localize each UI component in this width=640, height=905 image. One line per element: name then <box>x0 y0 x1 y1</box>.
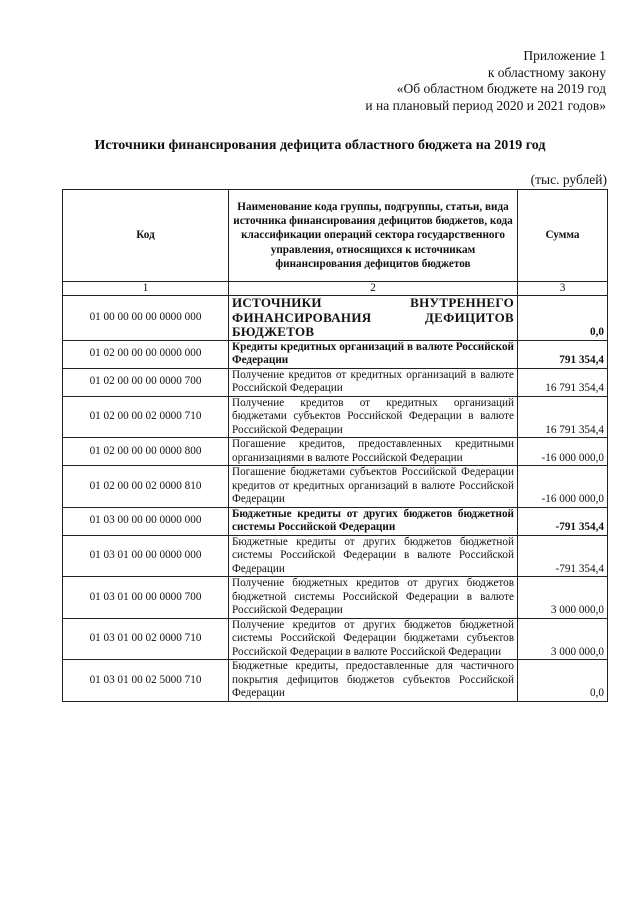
row-sum: 791 354,4 <box>518 340 608 368</box>
row-name <box>229 296 518 341</box>
row-code: 01 03 01 00 00 0000 700 <box>63 577 229 619</box>
table-row <box>63 618 608 660</box>
row-code: 01 03 00 00 00 0000 000 <box>63 507 229 535</box>
column-number-1: 1 <box>63 282 229 296</box>
row-name: Погашение кредитов, предоставленных кредитными организациями в валюте Российской Федерации <box>229 438 518 466</box>
financing-sources-table <box>62 189 608 702</box>
row-name-text: ИСТОЧНИКИ ВНУТРЕННЕГО ФИНАНСИРОВАНИЯ ДЕФИЦИТОВ <box>232 295 514 325</box>
table-row <box>63 660 608 702</box>
row-name: Получение кредитов от кредитных организаций в валюте Российской Федерации <box>229 368 518 396</box>
column-number-row <box>63 282 608 296</box>
row-name: Бюджетные кредиты, предоставленные для частичного покрытия дефицитов бюджетов субъектов Российской Федерации <box>229 660 518 702</box>
row-name: Получение кредитов от кредитных организаций бюджетами субъектов Российской Федерации в валюте Российской Федерации <box>229 396 518 438</box>
header-name: Наименование кода группы, подгруппы, статьи, вида источника финансирования дефицитов бюджетов, кода классификации операций сектора государственного управления, относящихся к источникам финансирования дефицитов бюджетов <box>229 190 518 282</box>
row-sum: 0,0 <box>518 660 608 702</box>
row-sum: 3 000 000,0 <box>518 618 608 660</box>
row-name: Бюджетные кредиты от других бюджетов бюджетной системы Российской Федерации в валюте Российской Федерации <box>229 535 518 577</box>
appendix-line-3: «Об областном бюджете на 2019 год <box>396 81 606 96</box>
row-name: Получение бюджетных кредитов от других бюджетов бюджетной системы Российской Федерации в валюте Российской Федерации <box>229 577 518 619</box>
column-number-3: 3 <box>518 282 608 296</box>
table-row <box>63 438 608 466</box>
row-code: 01 03 01 00 02 5000 710 <box>63 660 229 702</box>
row-sum: -16 000 000,0 <box>518 438 608 466</box>
row-code: 01 02 00 00 02 0000 810 <box>63 466 229 508</box>
row-sum: -791 354,4 <box>518 535 608 577</box>
table-row <box>63 340 608 368</box>
document-title: Источники финансирования дефицита областного бюджета на 2019 год <box>94 138 546 153</box>
row-name: Погашение бюджетами субъектов Российской Федерации кредитов от кредитных организаций в валюте Российской Федерации <box>229 466 518 508</box>
row-code: 01 03 01 00 02 0000 710 <box>63 618 229 660</box>
column-number-2: 2 <box>229 282 518 296</box>
table-row <box>63 466 608 508</box>
header-sum: Сумма <box>518 190 608 282</box>
appendix-line-4: и на плановый период 2020 и 2021 годов» <box>365 97 606 113</box>
row-name: Кредиты кредитных организаций в валюте Российской Федерации <box>229 340 518 368</box>
appendix-block <box>365 48 606 114</box>
row-sum: -791 354,4 <box>518 507 608 535</box>
row-code: 01 02 00 00 00 0000 700 <box>63 368 229 396</box>
appendix-line-2: к областному закону <box>487 64 606 80</box>
table-row <box>63 296 608 341</box>
row-sum: 16 791 354,4 <box>518 396 608 438</box>
row-sum: 0,0 <box>518 296 608 341</box>
row-sum: 3 000 000,0 <box>518 577 608 619</box>
table-header-row <box>63 190 608 282</box>
header-code: Код <box>63 190 229 282</box>
table-row <box>63 396 608 438</box>
units-note: (тыс. рублей) <box>530 172 607 187</box>
row-code: 01 02 00 00 00 0000 800 <box>63 438 229 466</box>
row-code: 01 02 00 00 00 0000 000 <box>63 340 229 368</box>
row-sum: -16 000 000,0 <box>518 466 608 508</box>
row-code: 01 02 00 00 02 0000 710 <box>63 396 229 438</box>
table-row <box>63 577 608 619</box>
row-sum: 16 791 354,4 <box>518 368 608 396</box>
table-row <box>63 507 608 535</box>
table-row <box>63 535 608 577</box>
appendix-line-1: Приложение 1 <box>523 48 606 63</box>
row-name: Бюджетные кредиты от других бюджетов бюджетной системы Российской Федерации <box>229 507 518 535</box>
row-name-text-end: БЮДЖЕТОВ <box>232 324 315 339</box>
row-code: 01 03 01 00 00 0000 000 <box>63 535 229 577</box>
row-code: 01 00 00 00 00 0000 000 <box>63 296 229 341</box>
table-row <box>63 368 608 396</box>
row-name: Получение кредитов от других бюджетов бюджетной системы Российской Федерации бюджетами субъектов Российской Федерации в валюте Российской Федерации <box>229 618 518 660</box>
